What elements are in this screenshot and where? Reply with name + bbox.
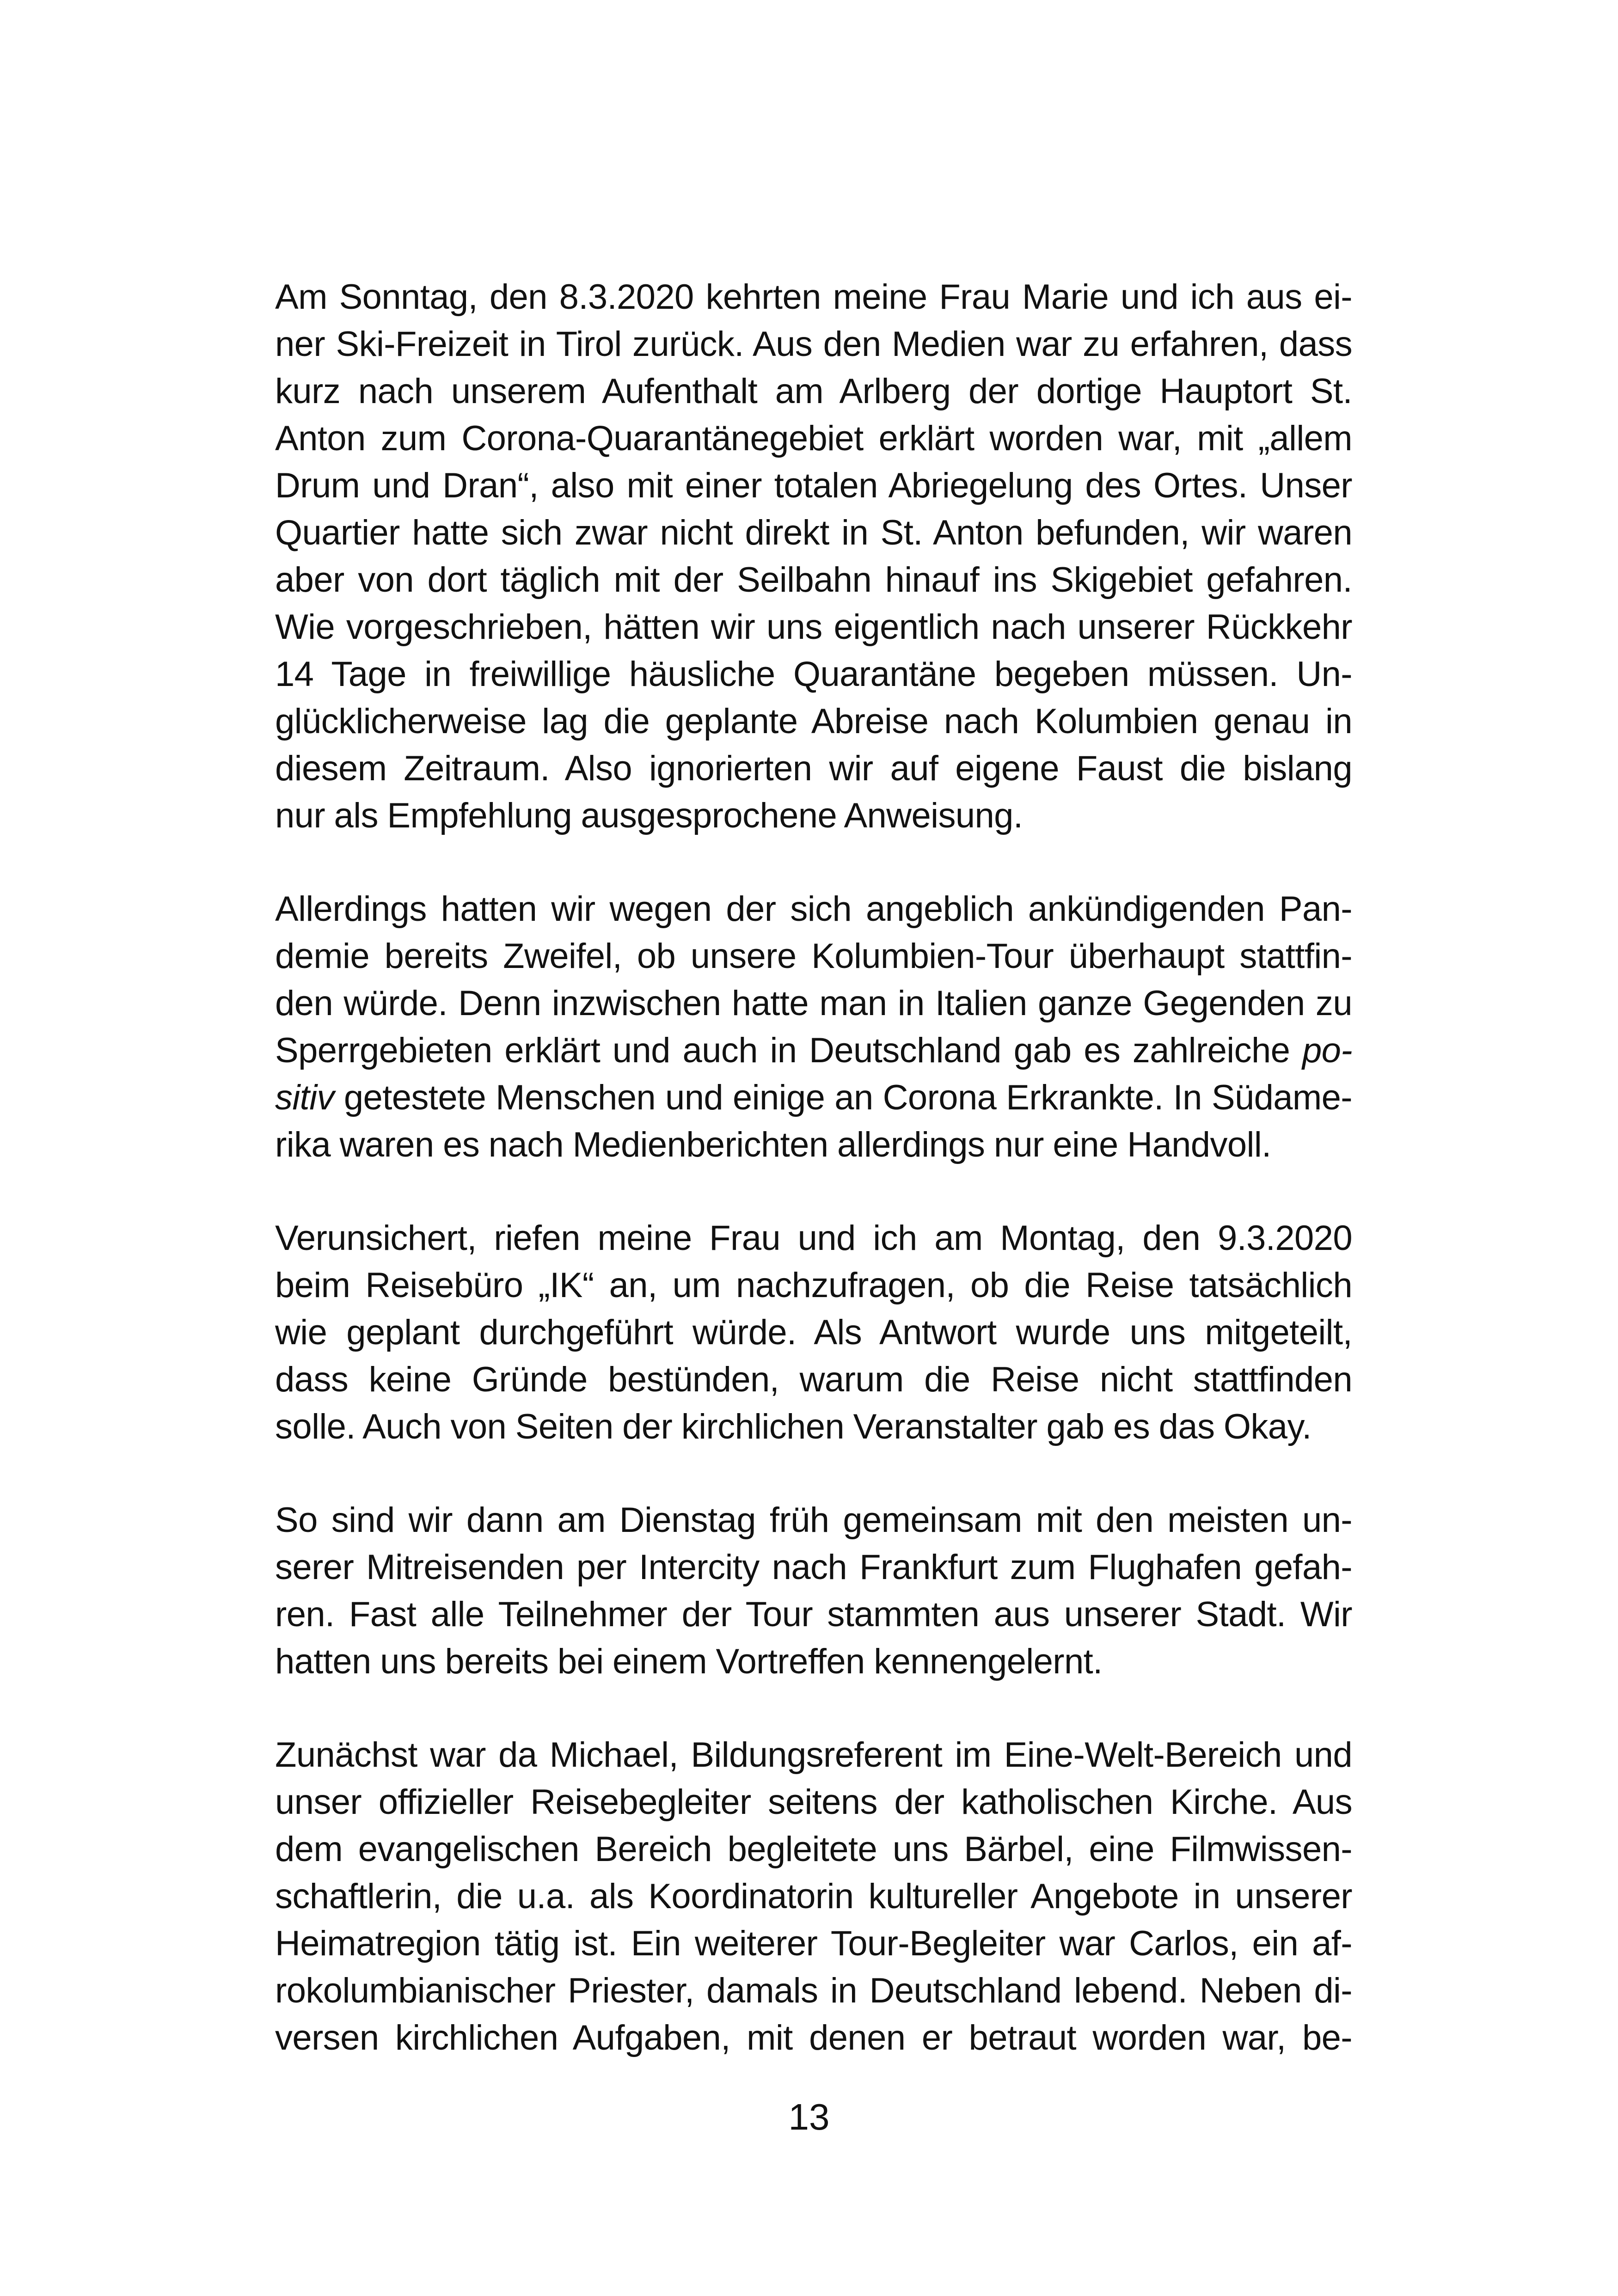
paragraph [275, 1497, 1352, 1685]
line-text: glücklicherweise lag die geplante Abreise nach Kolumbien genau in [275, 702, 1352, 741]
text-line [275, 1027, 1352, 1074]
text-line [275, 1732, 1352, 1779]
text-line [275, 1967, 1352, 2014]
line-text: Heimatregion tätig ist. Ein weiterer Tour-Begleiter war Carlos, ein af- [275, 1924, 1352, 1963]
line-text: Anton zum Corona-Quarantänegebiet erklärt worden war, mit „allem [275, 419, 1352, 458]
line-text: nur als Empfehlung ausgesprochene Anweisung. [275, 796, 1023, 835]
line-text: dem evangelischen Bereich begleitete uns Bärbel, eine Filmwissen- [275, 1830, 1352, 1869]
line-text: rokolumbianischer Priester, damals in Deutschland lebend. Neben di- [275, 1971, 1352, 2010]
text-line [275, 2014, 1352, 2062]
line-text: hatten uns bereits bei einem Vortreffen kennengelernt. [275, 1642, 1103, 1681]
text-line [275, 1544, 1352, 1591]
paragraph [275, 274, 1352, 839]
text-line [275, 933, 1352, 980]
paragraph [275, 886, 1352, 1169]
text-line [275, 651, 1352, 698]
text-line [275, 1215, 1352, 1262]
paragraph [275, 1215, 1352, 1451]
line-text: Zunächst war da Michael, Bildungsreferent im Eine-Welt-Bereich und [275, 1735, 1352, 1775]
text-line [275, 698, 1352, 745]
line-text: Wie vorgeschrieben, hätten wir uns eigentlich nach unserer Rückkehr [275, 607, 1352, 647]
line-text: solle. Auch von Seiten der kirchlichen Veranstalter gab es das Okay. [275, 1407, 1312, 1446]
body-text [275, 274, 1352, 2062]
text-line [275, 462, 1352, 509]
line-text: Quartier hatte sich zwar nicht direkt in St. Anton befunden, wir waren [275, 513, 1352, 552]
line-text: den würde. Denn inzwischen hatte man in Italien ganze Gegenden zu [275, 984, 1352, 1023]
page-number: 13 [788, 2096, 830, 2137]
text-line [275, 1262, 1352, 1309]
text-line [275, 509, 1352, 557]
line-text: schaftlerin, die u.a. als Koordinatorin kultureller Angebote in unserer [275, 1877, 1352, 1916]
text-line [275, 368, 1352, 415]
text-line [275, 1121, 1352, 1169]
line-text: aber von dort täglich mit der Seilbahn hinauf ins Skigebiet gefahren. [275, 560, 1352, 600]
text-line [275, 1074, 1352, 1121]
line-text: So sind wir dann am Dienstag früh gemeinsam mit den meisten un- [275, 1500, 1352, 1540]
text-line [275, 1403, 1352, 1451]
italic-word: sitiv [275, 1078, 334, 1117]
text-line [275, 415, 1352, 462]
line-text: getestete Menschen und einige an Corona Erkrankte. In Südame- [334, 1078, 1352, 1117]
text-line [275, 1497, 1352, 1544]
text-line [275, 886, 1352, 933]
text-line [275, 745, 1352, 792]
line-text: beim Reisebüro „IK“ an, um nachzufragen, ob die Reise tatsächlich [275, 1266, 1352, 1305]
text-line [275, 1591, 1352, 1638]
text-line [275, 1638, 1352, 1685]
line-text: diesem Zeitraum. Also ignorierten wir auf eigene Faust die bislang [275, 749, 1352, 788]
text-line [275, 792, 1352, 839]
line-text: wie geplant durchgeführt würde. Als Antwort wurde uns mitgeteilt, [275, 1313, 1352, 1352]
line-text: Verunsichert, riefen meine Frau und ich am Montag, den 9.3.2020 [275, 1218, 1352, 1258]
line-text: demie bereits Zweifel, ob unsere Kolumbien-Tour überhaupt stattfin- [275, 937, 1352, 976]
text-line [275, 321, 1352, 368]
line-text: 14 Tage in freiwillige häusliche Quarantäne begeben müssen. Un- [275, 655, 1352, 694]
line-text: Sperrgebieten erklärt und auch in Deutschland gab es zahlreiche [275, 1031, 1302, 1070]
line-text: kurz nach unserem Aufenthalt am Arlberg der dortige Hauptort St. [275, 372, 1352, 411]
text-line [275, 1826, 1352, 1873]
text-line [275, 557, 1352, 604]
line-text: unser offizieller Reisebegleiter seitens der katholischen Kirche. Aus [275, 1782, 1352, 1822]
text-line [275, 1779, 1352, 1826]
text-line [275, 274, 1352, 321]
paragraph [275, 1732, 1352, 2062]
line-text: Drum und Dran“, also mit einer totalen Abriegelung des Ortes. Unser [275, 466, 1352, 505]
text-line [275, 604, 1352, 651]
line-text: ren. Fast alle Teilnehmer der Tour stammten aus unserer Stadt. Wir [275, 1595, 1352, 1634]
line-text: Allerdings hatten wir wegen der sich angeblich ankündigenden Pan- [275, 889, 1352, 929]
line-text: Am Sonntag, den 8.3.2020 kehrten meine Frau Marie und ich aus ei- [275, 277, 1352, 317]
italic-word: po- [1302, 1031, 1352, 1070]
line-text: serer Mitreisenden per Intercity nach Frankfurt zum Flughafen gefah- [275, 1548, 1352, 1587]
line-text: ner Ski-Freizeit in Tirol zurück. Aus den Medien war zu erfahren, dass [275, 325, 1352, 364]
text-line [275, 1920, 1352, 1967]
text-line [275, 1309, 1352, 1356]
line-text: rika waren es nach Medienberichten allerdings nur eine Handvoll. [275, 1125, 1271, 1164]
line-text: dass keine Gründe bestünden, warum die Reise nicht stattfinden [275, 1360, 1352, 1399]
line-text: versen kirchlichen Aufgaben, mit denen er betraut worden war, be- [275, 2018, 1352, 2057]
text-line [275, 980, 1352, 1027]
text-line [275, 1873, 1352, 1920]
text-line [275, 1356, 1352, 1403]
